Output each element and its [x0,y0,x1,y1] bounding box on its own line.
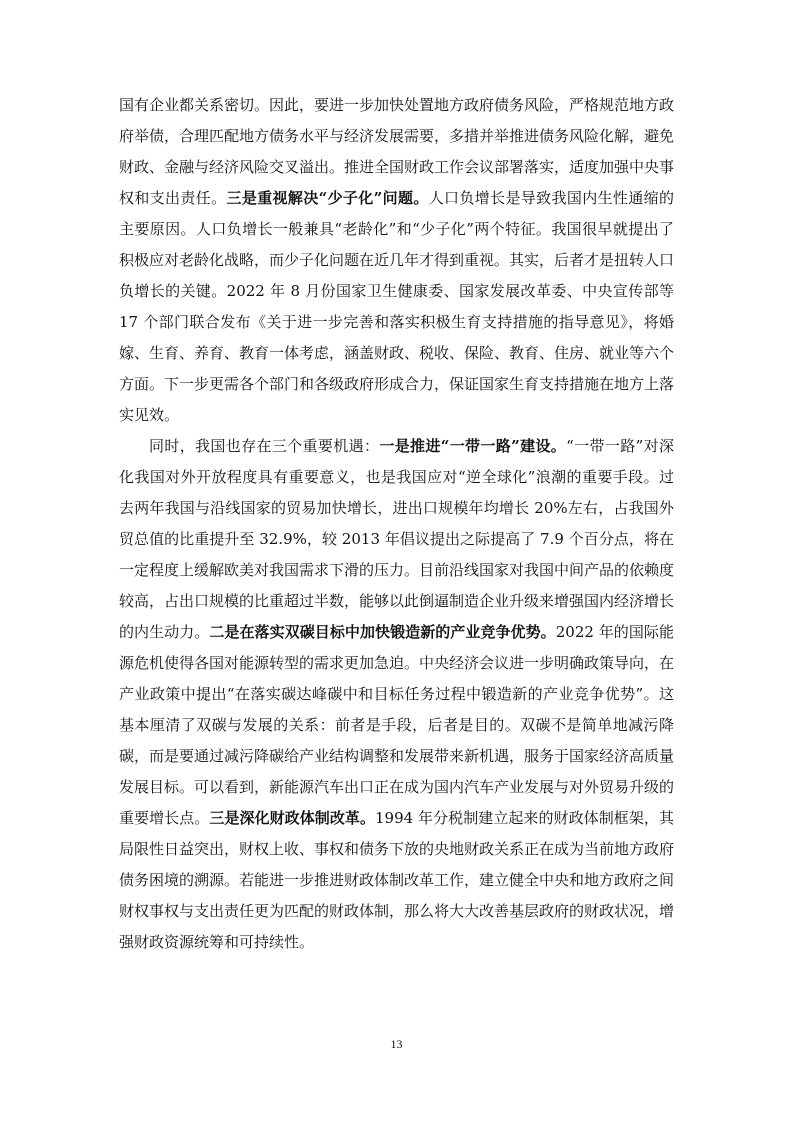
paragraph-2-run-5: 2022 年的国际能源危机使得各国对能源转型的需求更加急迫。中央经济会议进一步明确政策导向，在产业政策中提出“在落实碳达峰碳中和目标任务过程中锻造新的产业竞争优势”。这基本厘清了双碳与发展的关系：前者是手段，后者是目的。双碳不是简单地减污降碳，而是要通过减污降碳给产业结构调整和发展带来新机遇，服务于国家经济高质量发展目标。可以看到，新能源汽车出口正在成为国内汽车产业发展与对外贸易升级的重要增长点。 [119,623,675,827]
paragraph-2-run-6-emphasis: 三是深化财政体制改革。 [209,809,376,827]
paragraph-1 [119,90,674,431]
paragraph-2-run-2-emphasis: 一是推进“一带一路”建设。 [379,437,567,455]
paragraph-1-run-1: 国有企业都关系密切。因此，要进一步加快处置地方政府债务风险，严格规范地方政府举债，合理匹配地方债务水平与经济发展需要，多措并举推进债务风险化解，避免财政、金融与经济风险交叉溢出。推进全国财政工作会议部署落实，适度加强中央事权和支出责任。 [119,96,675,207]
paragraph-2 [119,431,674,958]
paragraph-2-run-4-emphasis: 二是在落实双碳目标中加快锻造新的产业竞争优势。 [209,623,556,641]
paragraph-2-run-3: “一带一路”对深化我国对外开放程度具有重要意义，也是我国应对“逆全球化”浪潮的重要手段。过去两年我国与沿线国家的贸易加快增长，进出口规模年均增长 20%左右，占我国外贸总值的比重提升至 32.9%，较 2013 年倡议提出之际提高了 7.9 个百分点，将在一定程度上缓解欧美对我国需求下滑的压力。目前沿线国家对我国中间产品的依赖度较高，占出口规模的比重超过半数，能够以此倒逼制造企业升级来增强国内经济增长的内生动力。 [119,437,675,641]
body-text [119,90,674,958]
paragraph-2-run-7: 1994 年分税制建立起来的财政体制框架，其局限性日益突出，财权上收、事权和债务下放的央地财政关系正在成为当前地方政府债务困境的溯源。若能进一步推进财政体制改革工作，建立健全中央和地方政府之间财权事权与支出责任更为匹配的财政体制，那么将大大改善基层政府的财政状况，增强财政资源统筹和可持续性。 [119,809,675,951]
paragraph-1-run-3: 人口负增长是导致我国内生性通缩的主要原因。人口负增长一般兼具“老龄化”和“少子化”两个特征。我国很早就提出了积极应对老龄化战略，而少子化问题在近几年才得到重视。其实，后者才是扭转人口负增长的关键。2022 年 8 月份国家卫生健康委、国家发展改革委、中央宣传部等 17 个部门联合发布《关于进一步完善和落实积极生育支持措施的指导意见》，将婚嫁、生育、养育、教育一体考虑，涵盖财政、税收、保险、教育、住房、就业等六个方面。下一步更需各个部门和各级政府形成合力，保证国家生育支持措施在地方上落实见效。 [119,189,675,424]
paragraph-1-run-2-emphasis: 三是重视解决“少子化”问题。 [226,189,429,207]
page-number: 13 [390,1037,403,1051]
paragraph-2-run-1: 同时，我国也存在三个重要机遇： [149,437,380,455]
